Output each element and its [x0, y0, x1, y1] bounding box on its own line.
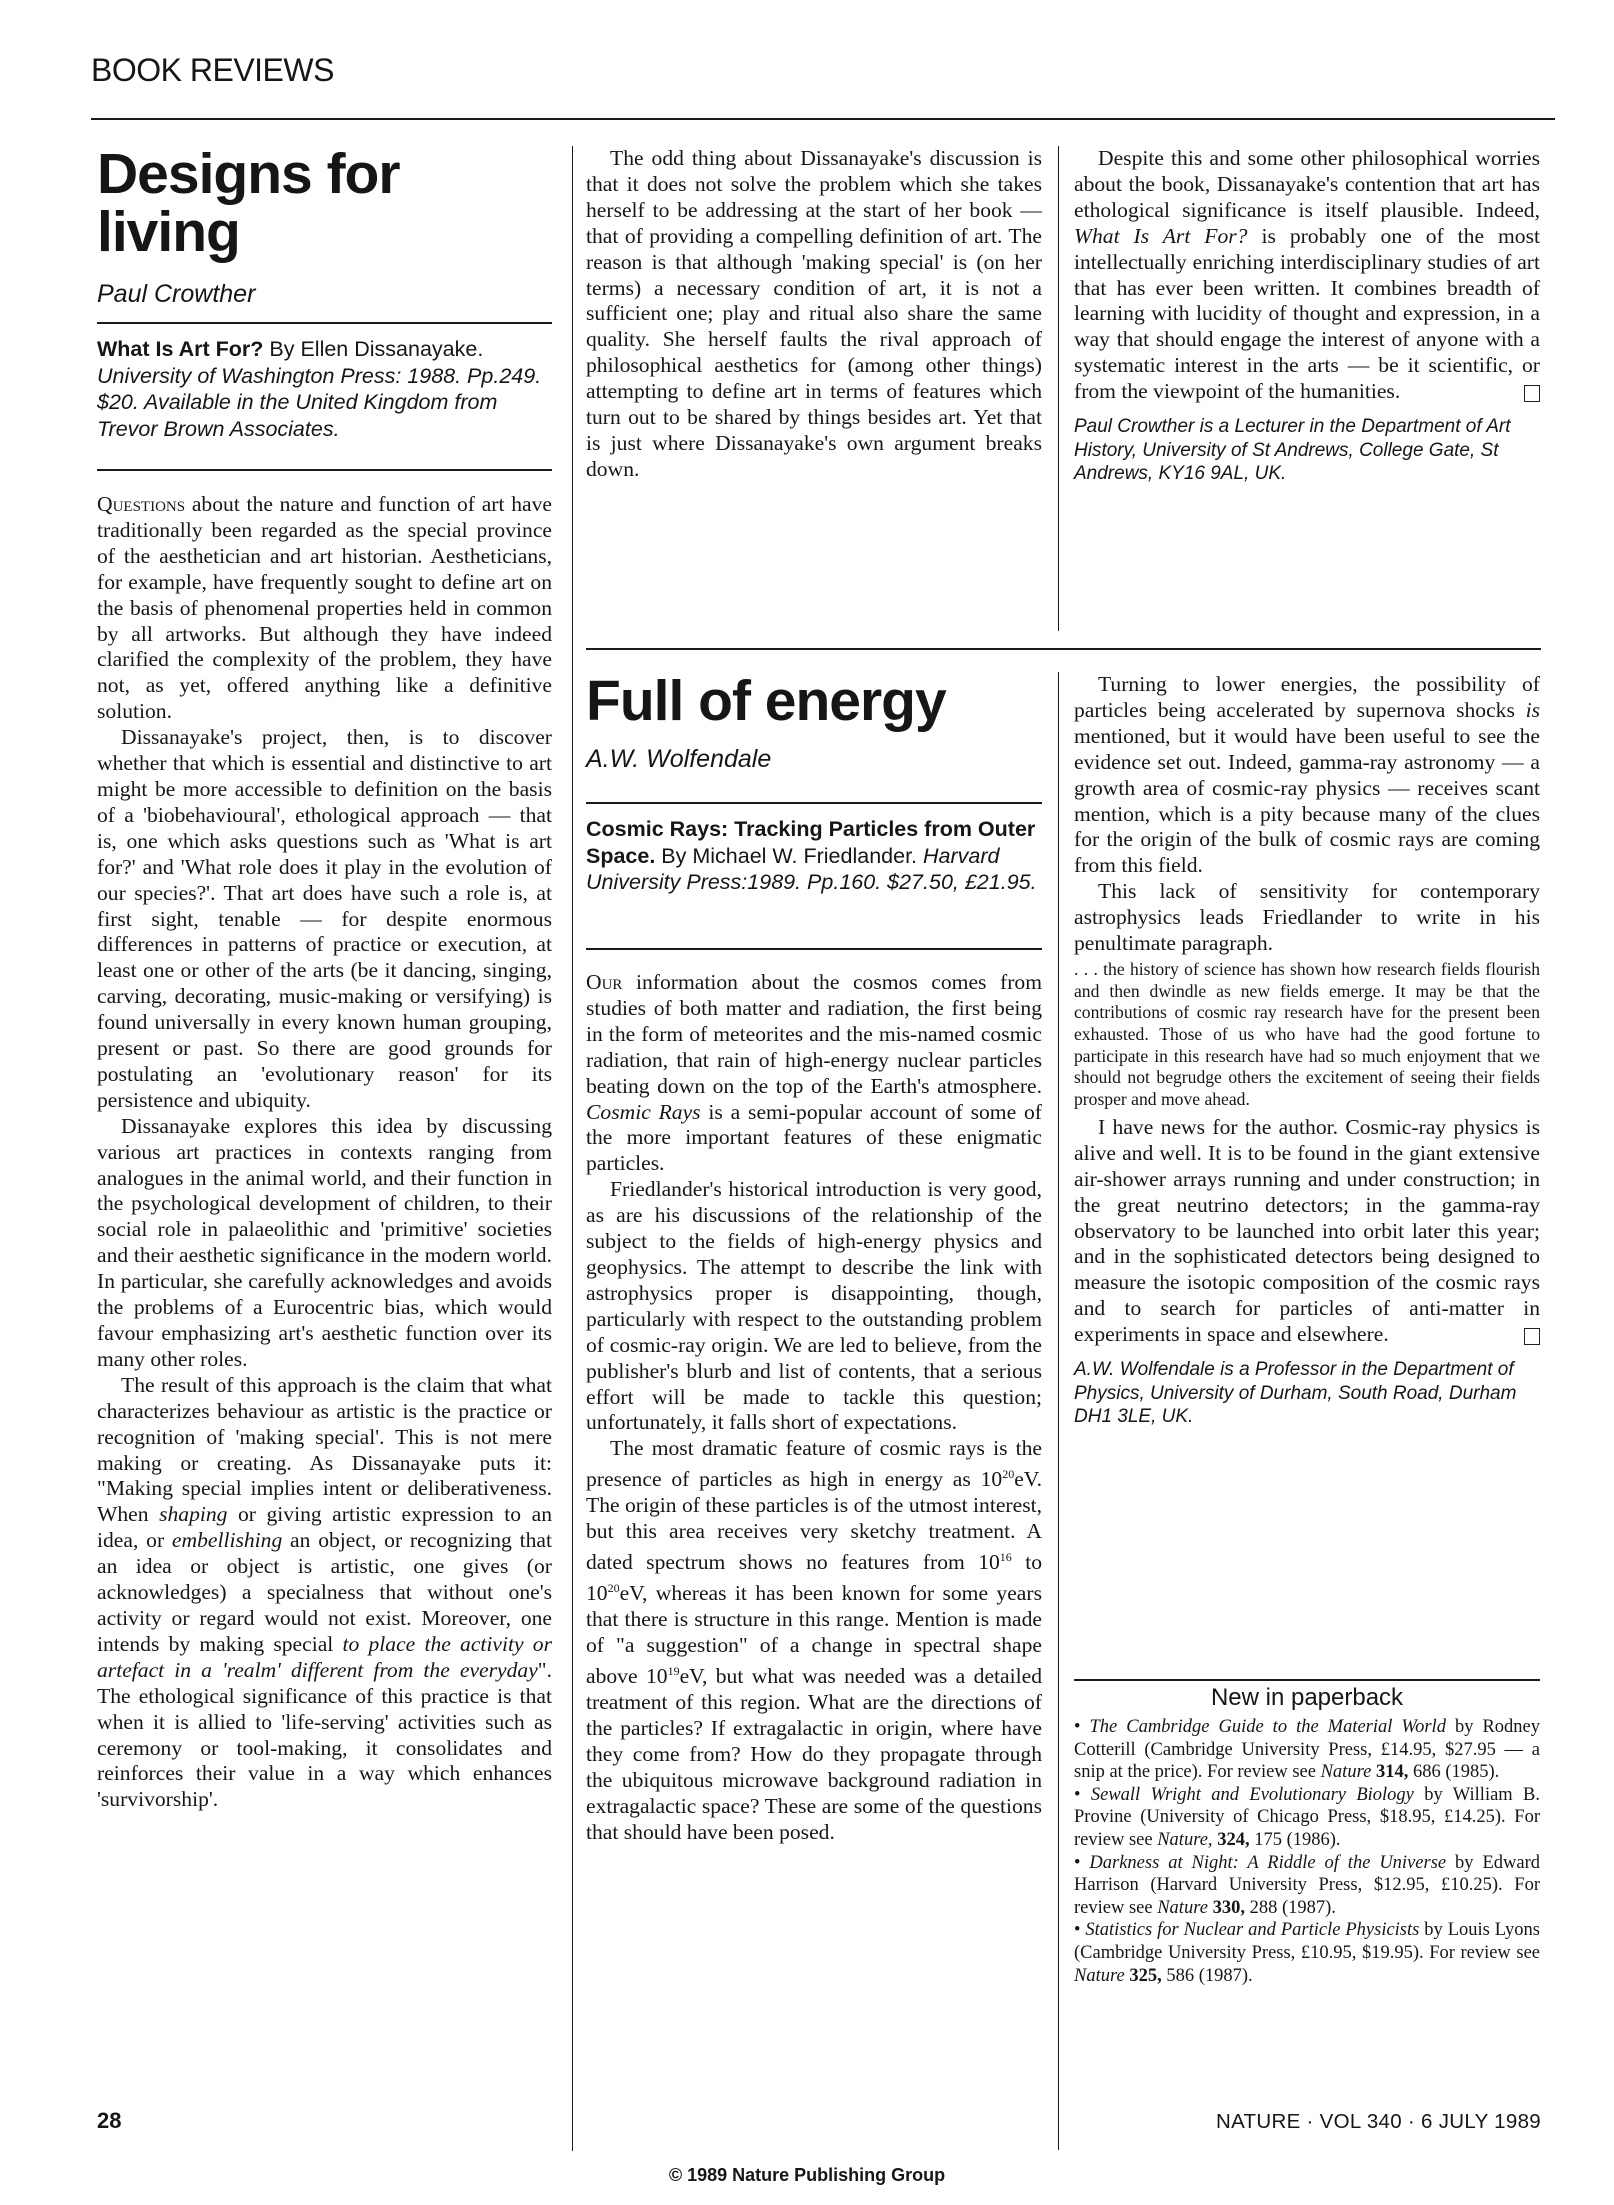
review1-paragraph-4: The result of this approach is the claim that what characterizes behaviour as artistic is the practice or recognition of 'making special'. This is not mere making or creating. As Dissanayake puts it: "Making special implies intent or deliberativeness. When shaping or giving artistic expression to an idea, or embellishing an object, or recognizing that an idea or object is artistic, one gives (or acknowledges) a specialness that without one's activity or regard would not exist. Moreover, one intends by making special to place the activity or artefact in a 'realm' different from the everyday". The ethological significance of this practice is that when it is allied to 'life-serving' activities such as ceremony or tool-making, it consolidates and reinforces their value in a way which enhances 'survivorship'. — [97, 1372, 553, 1812]
review2-paragraph-6: I have news for the author. Cosmic-ray physics is alive and well. It is to be found in the giant extensive air-shower arrays running and under construction; in the great neutrino detectors; in the gamma-ray observatory to be launched into orbit later this year; and in the sophisticated detectors being designed to measure the isotopic composition of the cosmic rays and to search for particles of anti-matter in experiments in space and elsewhere. — [1074, 1114, 1540, 1347]
review2-paragraph-1: Our information about the cosmos comes from studies of both matter and radiation, the first being in the form of meteorites and the mis-named cosmic radiation, that rain of high-energy nuclear particles beating down on the top of the Earth's atmosphere. Cosmic Rays is a semi-popular account of some of the more important features of these enigmatic particles. — [586, 970, 1043, 1176]
paperback-item: • Statistics for Nuclear and Particle Physicists by Louis Lyons (Cambridge University Press, £10.95, $19.95). For review see Nature 325, 586 (1987). — [1074, 1920, 1540, 1986]
review2-quotation: . . . the history of science has shown how research fields flourish and then dwindle as new fields emerge. It may be that the contributions of cosmic ray research have for the present been exhausted. Those of us who have had the good fortune to participate in this research have had so much enjoyment that we should not begrudge others the excitement of seeing their fields prosper and move ahead. — [1074, 958, 1540, 1110]
copyright-notice: © 1989 Nature Publishing Group — [668, 2165, 946, 2185]
paperback-list — [1074, 1716, 1540, 1987]
review1-bookinfo-rule — [97, 469, 552, 471]
header-rule — [91, 118, 1555, 120]
review1-book-info — [97, 336, 552, 442]
review2-book-details: Harvard University Press:1989. Pp.160. $27.50, £21.95. — [586, 843, 1037, 894]
review1-author-bio: Paul Crowther is a Lecturer in the Department of Art History, University of St Andrews, College Gate, St Andrews, KY16 9AL, UK. — [1074, 416, 1511, 485]
review1-title-line2: living — [97, 200, 240, 264]
column-divider-1 — [572, 146, 573, 2151]
review2-book-info — [586, 816, 1042, 896]
review2-book-title: Cosmic Rays: Tracking Particles from Outer Space. — [586, 817, 1036, 868]
review2-header — [586, 669, 1042, 774]
review2-author-rule — [586, 802, 1042, 804]
review1-book-details-lead: By Ellen Dissanayake. — [263, 337, 484, 361]
review2-bookinfo-rule — [586, 948, 1042, 950]
review2-title: Full of energy — [586, 669, 946, 733]
review2-column-1 — [586, 970, 1042, 1846]
review2-book-details-lead: By Michael W. Friedlander. — [655, 843, 918, 868]
column-divider-2-bottom — [1058, 672, 1059, 2150]
section-divider-rule — [586, 648, 1541, 650]
review1-final-column — [1074, 146, 1540, 486]
review1-author: Paul Crowther — [97, 280, 256, 308]
review1-title — [97, 142, 552, 264]
review2-author: A.W. Wolfendale — [586, 745, 772, 773]
paperback-item: • Sewall Wright and Evolutionary Biology by William B. Provine (University of Chicago Press, $18.95, £14.25). For review see Nature, 324, 175 (1986). — [1074, 1784, 1541, 1850]
paperback-item: • Darkness at Night: A Riddle of the Universe by Edward Harrison (Harvard University Press, $12.95, £10.25). For review see Nature 330, 288 (1987). — [1074, 1852, 1540, 1918]
review2-paragraph-2: Friedlander's historical introduction is very good, as are his discussions of the relationship of the subject to the fields of high-energy physics and geophysics. The attempt to describe the link with astrophysics proper is disappointing, though, particularly with respect to the outstanding problem of cosmic-ray origin. We are led to believe, from the publisher's blurb and list of contents, that a serious effort will be made to tackle this question; unfortunately, it falls short of expectations. — [586, 1177, 1042, 1435]
review1-end-mark — [1524, 385, 1540, 402]
review1-paragraph-1: Questions about the nature and function of art have traditionally been regarded as the special province of the aesthetician and art historian. Aestheticians, for example, have frequently sought to define art on the basis of phenomenal properties held in common by all artworks. But although they have indeed clarified the complexity of the problem, they have not, as yet, offered anything like a definitive solution. — [97, 492, 552, 724]
review1-author-rule — [97, 322, 552, 324]
review2-paragraph-4: Turning to lower energies, the possibility of particles being accelerated by supernova shocks is mentioned, but it would have been useful to see the evidence set out. Indeed, gamma-ray astronomy — a growth area of cosmic-ray physics — receives scant mention, which is a pity because many of the clues for the origin of the bulk of cosmic rays are coming from this field. — [1074, 672, 1540, 878]
paperback-rule — [1074, 1679, 1540, 1681]
paperback-title: New in paperback — [1210, 1684, 1404, 1711]
review1-title-line1: Designs for — [97, 142, 400, 206]
journal-info: NATURE · VOL 340 · 6 JULY 1989 — [1216, 2110, 1541, 2133]
review1-paragraph-2: Dissanayake's project, then, is to discover whether that which is essential and distinctive to art might be more accessible to definition on the basis of a 'biobehavioural', ethological approach — that is, one which asks questions such as 'What is art for?' and 'What role does it play in the evolution of our species?'. That art does have such a role is, at first sight, tenable — for despite enormous differences in patterns of practice or execution, at least one or other of the arts (be it dancing, singing, carving, decorating, music-making or versifying) is found universally in every known human grouping, present or past. So there are good grounds for postulating an 'evolutionary reason' for its persistence and ubiquity. — [97, 725, 552, 1112]
review2-column-2 — [1074, 672, 1540, 1429]
review2-author-bio: A.W. Wolfendale is a Professor in the Department of Physics, University of Durham, South Road, Durham DH1 3LE, UK. — [1074, 1359, 1517, 1428]
column-divider-2-top — [1058, 146, 1059, 631]
review1-header — [97, 142, 552, 309]
review1-paragraph-3: Dissanayake explores this idea by discussing various art practices in contexts ranging from analogues in the animal world, and their function in the psychological development of children, to their social role in palaeolithic and 'primitive' societies and their aesthetic significance in the modern world. In particular, she carefully acknowledges and avoids the problems of a Eurocentric bias, which would favour emphasizing art's aesthetic function over its many other roles. — [97, 1113, 552, 1371]
review1-continuation — [586, 146, 1042, 631]
review1-lead-word: Questions — [97, 492, 186, 516]
review2-paragraph-5: This lack of sensitivity for contemporary astrophysics leads Friedlander to write in his penultimate paragraph. — [1074, 879, 1540, 956]
review2-lead-word: Our — [586, 970, 623, 994]
review1-paragraph-5: The odd thing about Dissanayake's discussion is that it does not solve the problem which she takes herself to be addressing at the start of her book — that of providing a compelling definition of art. The reason is that although 'making special' is (on her terms) a necessary condition of art, it is not a sufficient one; play and ritual also share the same quality. She herself faults the rival approach of philosophical aesthetics for (among other things) attempting to define art in terms of features which turn out to be shared by things besides art. Yet that is just where Dissanayake's own argument breaks down. — [586, 146, 1042, 481]
section-label: BOOK REVIEWS — [91, 52, 334, 88]
review1-column-1 — [97, 492, 552, 1813]
review1-book-title: What Is Art For? — [97, 337, 264, 361]
review2-paragraph-3: The most dramatic feature of cosmic rays is the presence of particles as high in energy as $10^{20}eV$. The origin of these particles is of the utmost interest, but this area receives very sketchy treatment. A dated spectrum shows no features from $10^{16}$ to $10^{20}eV$, whereas it has been known for some years that there is structure in this range. Mention is made of "a suggestion" of a change in spectral shape above $10^{19}eV$, but what was needed was a detailed treatment of this region. What are the directions of the particles? If extragalactic in origin, where have they come from? How do they propagate through the ubiquitous microwave background radiation in extragalactic space? These are some of the questions that should have been posed. — [586, 1436, 1042, 1844]
review2-end-mark — [1524, 1328, 1540, 1345]
paperback-item: • The Cambridge Guide to the Material World by Rodney Cotterill (Cambridge University Press, £14.95, $27.95 — a snip at the price). For review see Nature 314, 686 (1985). — [1074, 1717, 1540, 1783]
review1-paragraph-6: Despite this and some other philosophical worries about the book, Dissanayake's contention that art has ethological significance is itself plausible. Indeed, What Is Art For? is probably one of the most intellectually enriching interdisciplinary studies of art that has ever been written. It combines breadth of learning with lucidity of thought and expression, in a way that should engage the interest of anyone with a systematic interest in the arts — be it scientific, or from the viewpoint of the humanities. — [1074, 146, 1540, 404]
review1-book-details: University of Washington Press: 1988. Pp.249. $20. Available in the United Kingdom from Trevor Brown Associates. — [97, 363, 542, 441]
page-number: 28 — [97, 2108, 122, 2133]
